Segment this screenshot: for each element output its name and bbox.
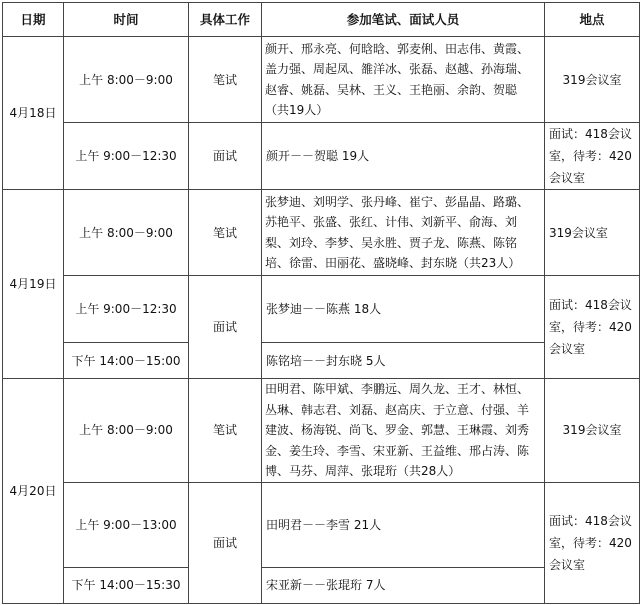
time-cell: 上午 9:00－12:30: [64, 123, 189, 190]
time-cell: 下午 14:00－15:30: [64, 567, 189, 603]
table-row: [3, 567, 640, 603]
work-cell: 笔试: [189, 37, 262, 123]
date-cell: 4月20日: [3, 379, 64, 604]
time-cell: 上午 8:00－9:00: [64, 379, 189, 483]
location-cell: 面试：418会议室，待考：420会议室: [545, 123, 640, 190]
table-row: [3, 123, 640, 190]
header-time: 时间: [64, 3, 189, 37]
people-cell: 宋亚新－－张琨珩 7人: [262, 567, 545, 603]
table-row: [3, 379, 640, 483]
work-cell: 面试: [189, 482, 262, 603]
people-cell: 田明君－－李雪 21人: [262, 482, 545, 567]
time-cell: 下午 14:00－15:00: [64, 343, 189, 379]
work-cell: 面试: [189, 276, 262, 379]
time-cell: 上午 9:00－13:00: [64, 482, 189, 567]
location-cell: 面试：418会议室，待考：420会议室: [545, 482, 640, 603]
time-cell: 上午 8:00－9:00: [64, 190, 189, 276]
table-row: [3, 482, 640, 567]
table-row: [3, 190, 640, 276]
header-work: 具体工作: [189, 3, 262, 37]
table-row: [3, 37, 640, 123]
people-cell: 颜开、邢永亮、何晗晗、郭麦俐、田志伟、黄霞、盖力强、周起凤、雒洋冰、张磊、赵越、孙海瑞、赵睿、姚磊、吴林、王义、王艳丽、余韵、贺聪（共19人）: [262, 37, 545, 123]
people-cell: 张梦迪、刘明学、张丹峰、崔宁、彭晶晶、路璐、苏艳平、张盛、张红、计伟、刘新平、俞海、刘梨、刘玲、李梦、吴永胜、贾子龙、陈燕、陈铭培、徐雷、田丽花、盛晓峰、封东晓（共23人）: [262, 190, 545, 276]
people-cell: 颜开－－贺聪 19人: [262, 123, 545, 190]
header-location: 地点: [545, 3, 640, 37]
location-cell: 319会议室: [545, 190, 640, 276]
header-row: [3, 3, 640, 37]
date-cell: 4月19日: [3, 190, 64, 379]
time-cell: 上午 8:00－9:00: [64, 37, 189, 123]
schedule-table: [2, 2, 640, 604]
location-cell: 面试：418会议室，待考：420会议室: [545, 276, 640, 379]
people-cell: 田明君、陈甲斌、李鹏远、周久龙、王才、林恒、丛琳、韩志君、刘磊、赵高庆、于立意、付强、羊建波、杨海锐、尚飞、罗金、郭慧、王琳霞、刘秀金、姜生玲、李雪、宋亚新、王益维、邢占涛、陈博、马芬、周萍、张琨珩（共28人）: [262, 379, 545, 483]
table-row: [3, 276, 640, 343]
location-cell: 319会议室: [545, 379, 640, 483]
people-cell: 张梦迪－－陈燕 18人: [262, 276, 545, 343]
table-row: [3, 343, 640, 379]
work-cell: 笔试: [189, 379, 262, 483]
location-cell: 319会议室: [545, 37, 640, 123]
work-cell: 笔试: [189, 190, 262, 276]
header-people: 参加笔试、面试人员: [262, 3, 545, 37]
people-cell: 陈铭培－－封东晓 5人: [262, 343, 545, 379]
work-cell: 面试: [189, 123, 262, 190]
time-cell: 上午 9:00－12:30: [64, 276, 189, 343]
date-cell: 4月18日: [3, 37, 64, 190]
header-date: 日期: [3, 3, 64, 37]
